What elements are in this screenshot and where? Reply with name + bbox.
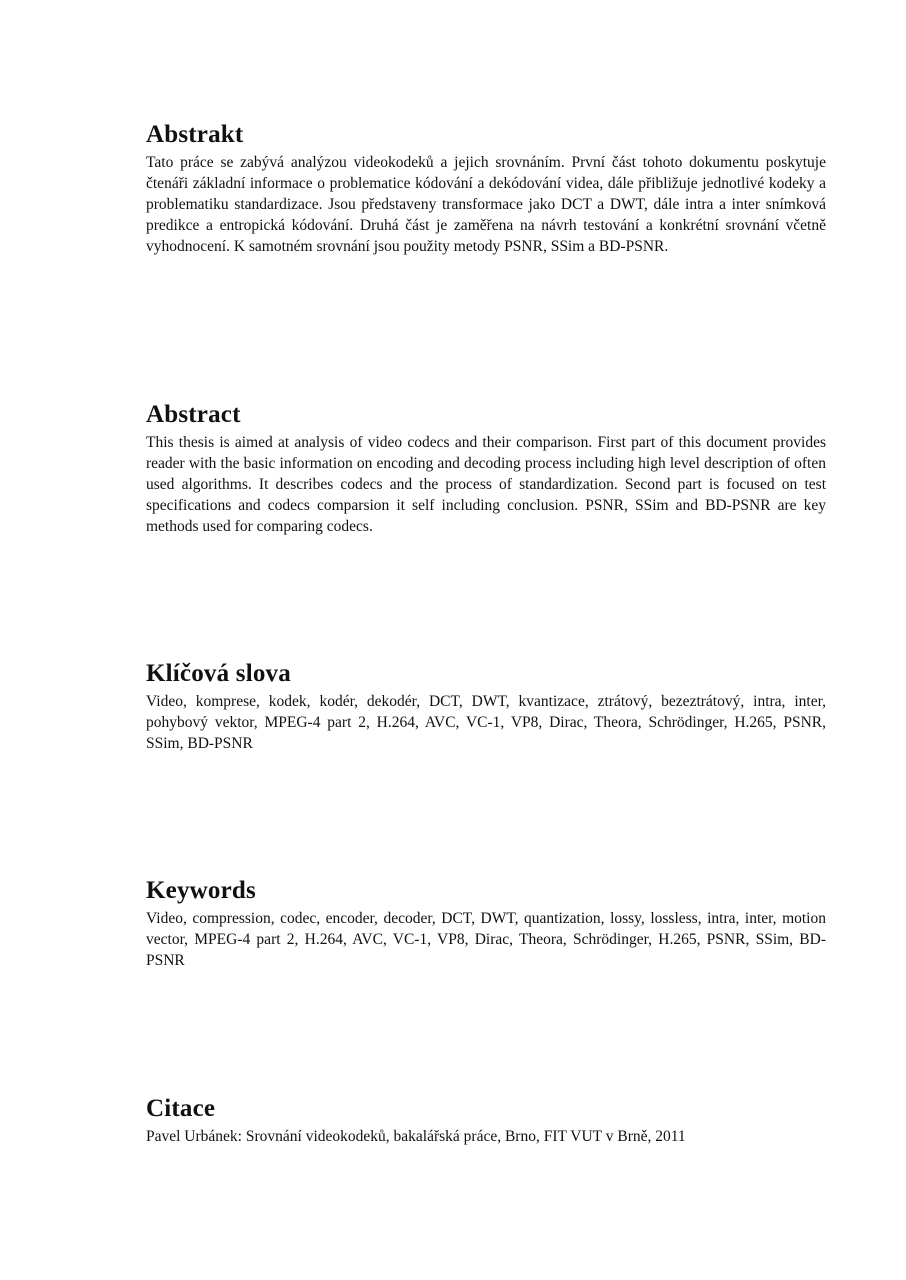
abstract-text: This thesis is aimed at analysis of video codecs and their comparison. First part of this document provides reader with the basic information on encoding and decoding process including high level description of often used algorithms. It describes codecs and the process of standardization. Second part is focused on test specifications and codecs comparsion it self including conclusion. PSNR, SSim and BD-PSNR are key methods used for comparing codecs. [146, 434, 826, 535]
klicova-slova-section [146, 659, 826, 754]
citace-section [146, 1094, 826, 1147]
keywords-text: Video, compression, codec, encoder, decoder, DCT, DWT, quantization, lossy, lossless, intra, inter, motion vector, MPEG-4 part 2, H.264, AVC, VC-1, VP8, Dirac, Theora, Schrödinger, H.265, PSNR, SSim, BD-PSNR [146, 910, 826, 969]
klicova-slova-heading: Klíčová slova [146, 660, 291, 687]
citace-text: Pavel Urbánek: Srovnání videokodeků, bakalářská práce, Brno, FIT VUT v Brně, 2011 [146, 1128, 686, 1145]
abstrakt-heading: Abstrakt [146, 121, 244, 148]
abstrakt-text: Tato práce se zabývá analýzou videokodeků a jejich srovnáním. První část tohoto dokumentu poskytuje čtenáři základní informace o problematice kódování a dekódování videa, dále přibližuje jednotlivé kodeky a problematiku standardizace. Jsou představeny transformace jako DCT a DWT, dále intra a inter snímková predikce a entropická kódování. Druhá část je zaměřena na návrh testování a konkrétní srovnání včetně vyhodnocení. K samotném srovnání jsou použity metody PSNR, SSim a BD-PSNR. [146, 154, 826, 255]
klicova-slova-text: Video, komprese, kodek, kodér, dekodér, DCT, DWT, kvantizace, ztrátový, bezeztrátový, intra, inter, pohybový vektor, MPEG-4 part 2, H.264, AVC, VC-1, VP8, Dirac, Theora, Schrödinger, H.265, PSNR, SSim, BD-PSNR [146, 693, 826, 752]
keywords-heading: Keywords [146, 877, 256, 904]
keywords-section [146, 876, 826, 971]
abstrakt-section [146, 120, 826, 257]
abstract-section [146, 400, 826, 537]
citace-heading: Citace [146, 1095, 216, 1122]
abstract-heading: Abstract [146, 401, 241, 428]
